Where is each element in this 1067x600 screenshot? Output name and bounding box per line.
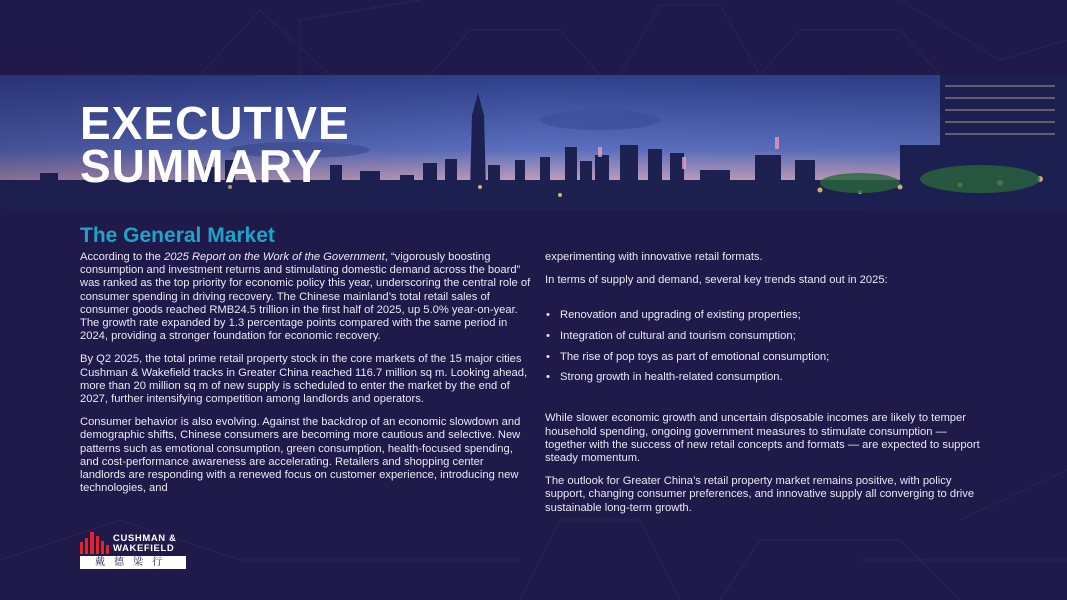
- list-item: • The rise of pop toys as part of emotional consumption;: [545, 351, 990, 364]
- cushman-wakefield-bars-icon: [80, 532, 110, 554]
- logo-line-1: CUSHMAN &: [113, 533, 177, 544]
- page-title: [80, 97, 350, 192]
- paragraph-consumer-behavior: Consumer behavior is also evolving. Against the backdrop of an economic slowdown and demographic shifts, Chinese consumers are becoming more cautious and selective. New patterns such as emotional consumption, green consumption, health-focused spending, and cost-performance awareness are accelerating. Retailers and shopping center landlords are responding with a renewed focus on customer experience, introducing new technologies, and: [80, 416, 521, 495]
- logo-line-2: WAKEFIELD: [113, 543, 175, 554]
- list-item: • Integration of cultural and tourism consumption;: [545, 330, 990, 343]
- paragraph-trends-intro: In terms of supply and demand, several key trends stand out in 2025:: [545, 274, 888, 287]
- title-line-2: SUMMARY: [80, 140, 323, 192]
- title-line-1: EXECUTIVE: [80, 97, 350, 149]
- logo-wordmark: [113, 534, 176, 554]
- paragraph-stock: By Q2 2025, the total prime retail property stock in the core markets of the 15 major cities Cushman & Wakefield tracks in Greater China reached 116.7 million sq m. Looking ahead, more than 20 million sq m of new supply is scheduled to enter the market by the end of 2027, further intensifying competition among landlords and operators.: [80, 353, 528, 406]
- trends-list: [545, 309, 990, 384]
- paragraph-outlook-positive: The outlook for Greater China’s retail property market remains positive, with policy support, changing consumer preferences, and innovative supply all converging to drive sustainable long-term growth.: [545, 475, 975, 514]
- list-item: • Renovation and upgrading of existing properties;: [545, 309, 990, 322]
- paragraph-outlook-spending: While slower economic growth and uncertain disposable incomes are likely to temper household spending, ongoing government measures to stimulate consumption — together with the success of new retail concepts and formats — are expected to support steady momentum.: [545, 412, 980, 464]
- left-text-column: [80, 251, 532, 505]
- report-title-italic: 2025 Report on the Work of the Government: [163, 251, 385, 263]
- cushman-wakefield-logo: [80, 532, 188, 570]
- section-heading: The General Market: [80, 224, 275, 247]
- paragraph-report: According to the 2025 Report on the Work of the Government, “vigorously boosting consumption and investment returns and stimulating domestic demand across the board” was ranked as the top priority for economic policy this year, underscoring the central role of consumer spending in driving recovery. The Chinese mainland’s total retail sales of consumer goods reached RMB24.5 trillion in the first half of 2025, up 5.0% year-on-year. The growth rate expanded by 1.3 percentage points compared with the same period in 2024, providing a stronger foundation for economic recovery.: [80, 251, 531, 343]
- paragraph-continuation: experimenting with innovative retail formats.: [545, 251, 763, 263]
- logo-chinese-name: 戴德梁行: [80, 556, 186, 569]
- list-item: • Strong growth in health-related consumption.: [545, 371, 990, 384]
- right-text-column: [545, 251, 990, 525]
